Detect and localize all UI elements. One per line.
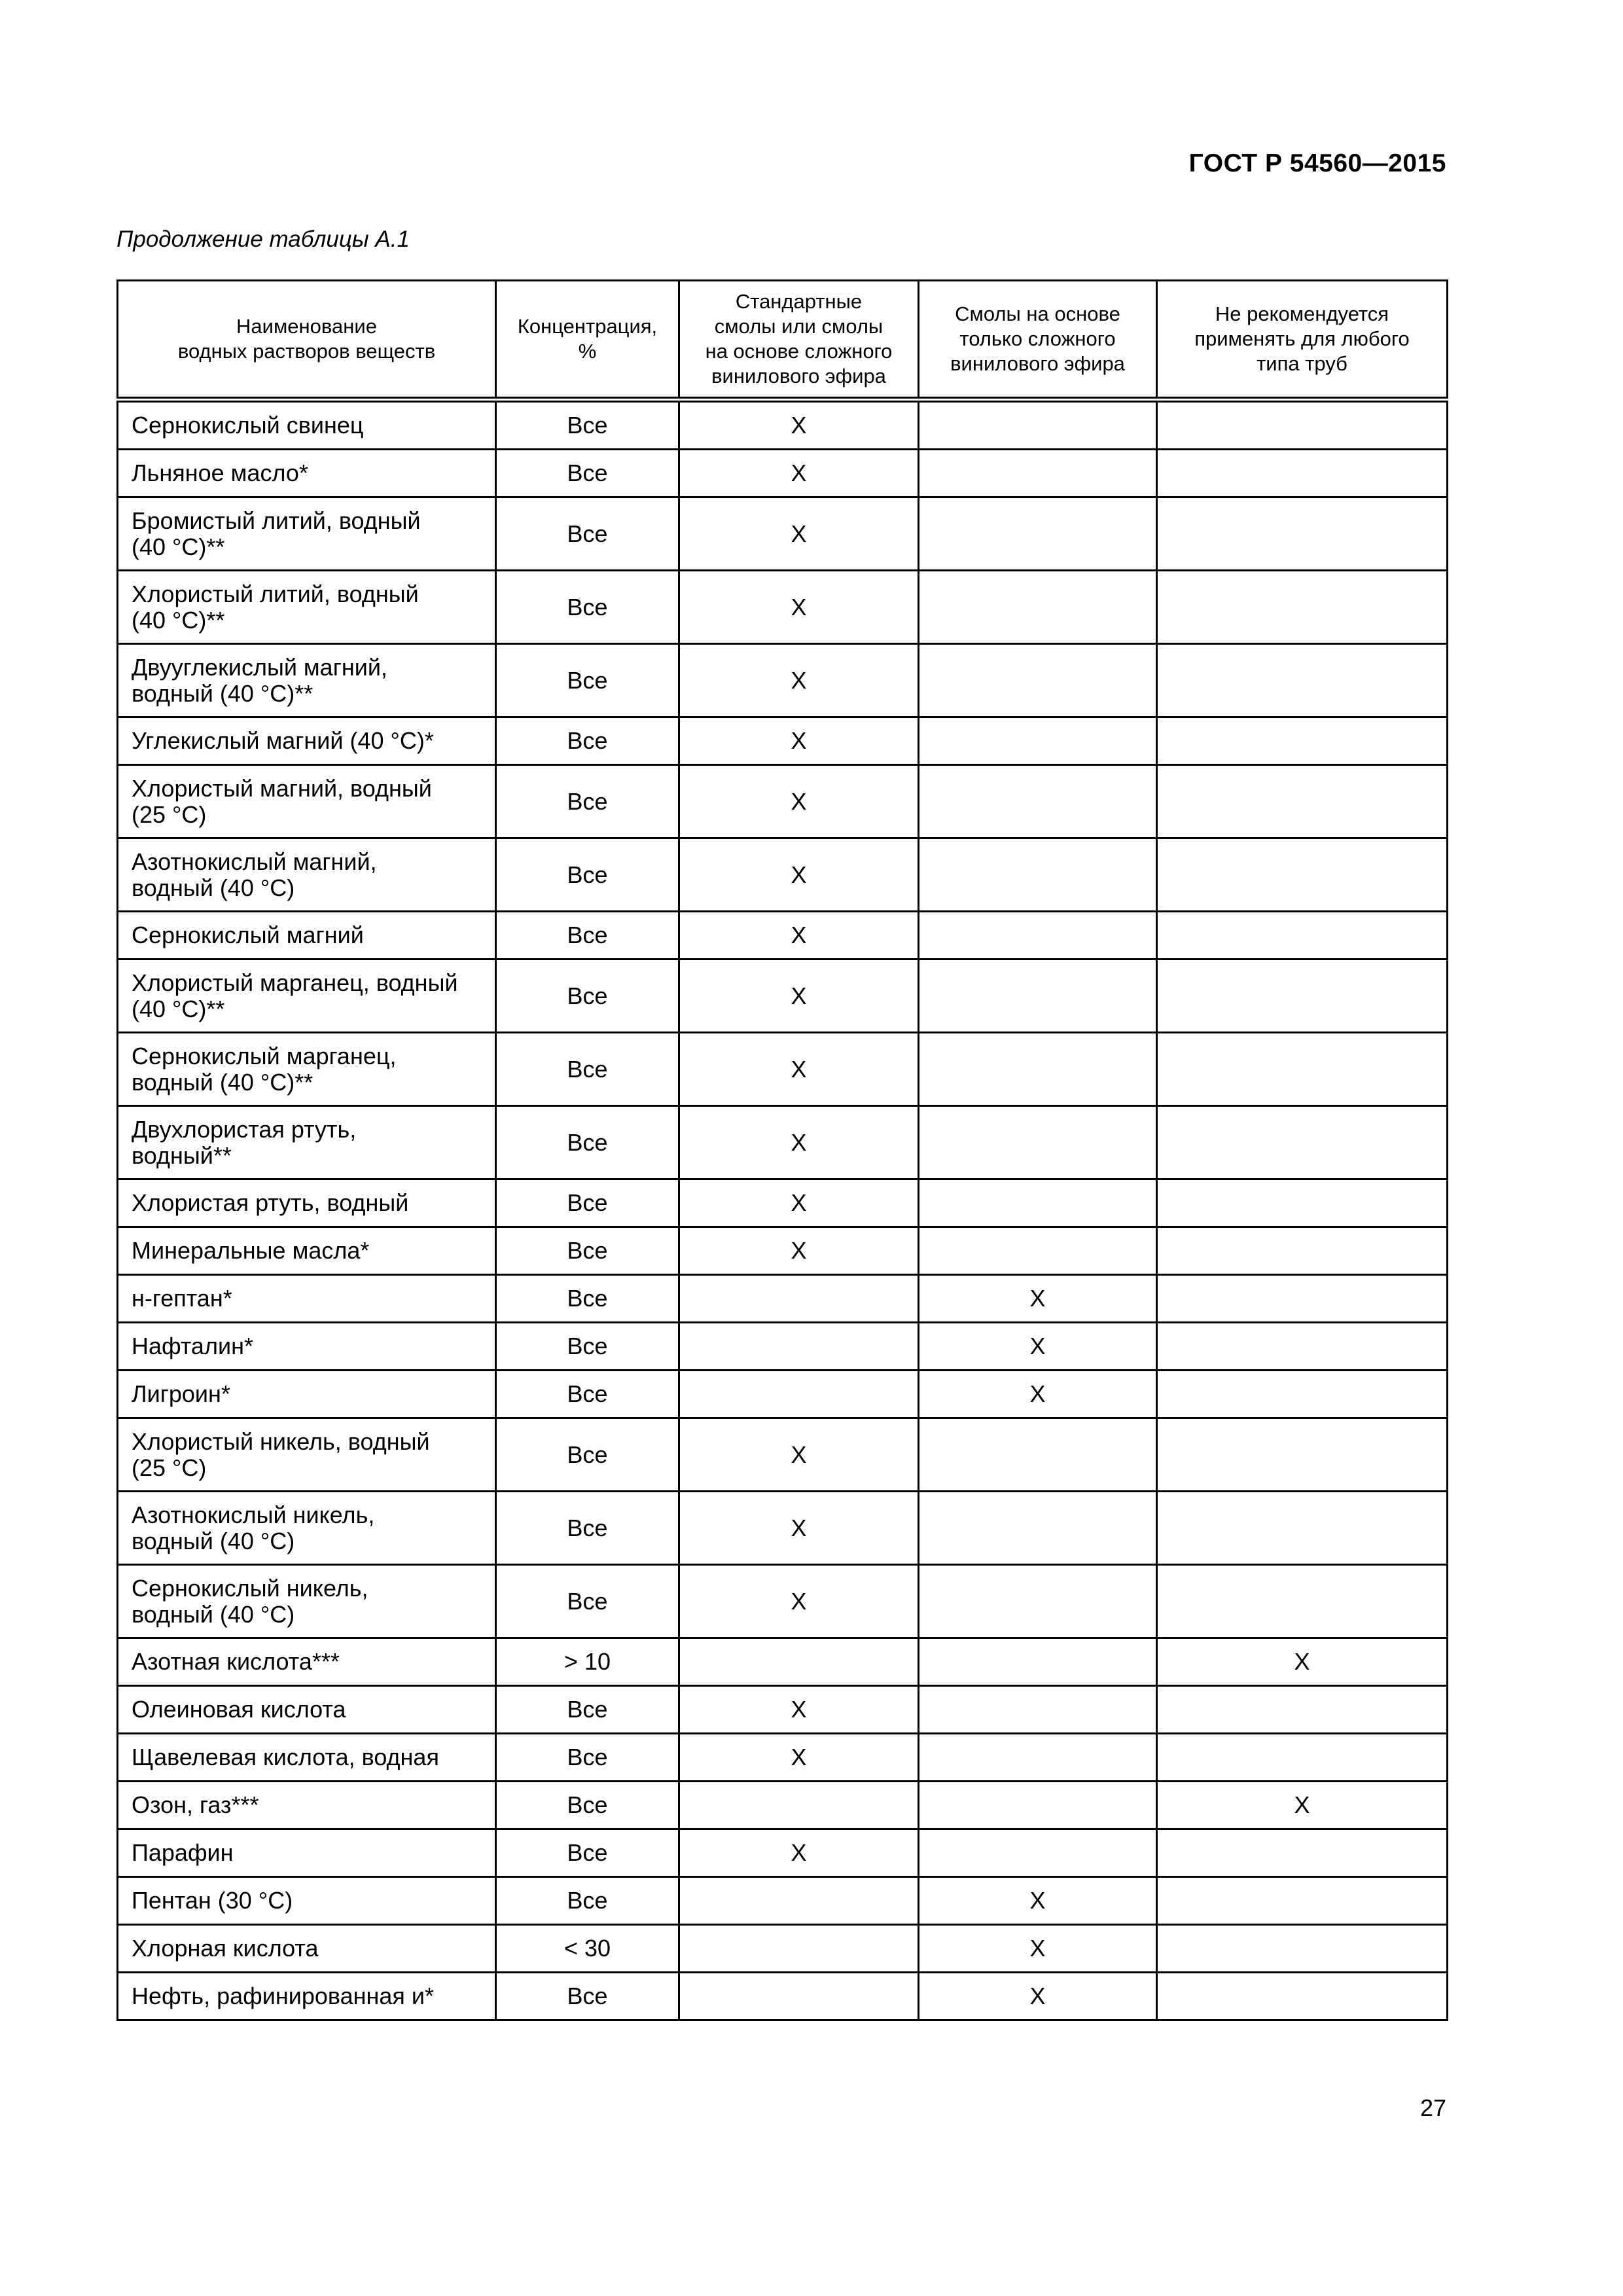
vinyl-ester-cell: X [919, 1925, 1157, 1973]
substance-cell: Двууглекислый магний, водный (40 °С)** [118, 644, 496, 717]
table-row [118, 1033, 1448, 1106]
not-recommended-cell [1157, 1106, 1448, 1179]
not-recommended-cell [1157, 644, 1448, 717]
concentration-cell: Все [496, 1782, 679, 1829]
concentration-cell: Все [496, 1565, 679, 1638]
not-recommended-cell [1157, 1829, 1448, 1877]
table-row [118, 1418, 1448, 1492]
substance-cell: Сернокислый свинец [118, 400, 496, 450]
standard-resin-cell: X [679, 1734, 919, 1782]
substance-cell: Лигроин* [118, 1371, 496, 1418]
table-row [118, 644, 1448, 717]
not-recommended-cell [1157, 571, 1448, 644]
vinyl-ester-cell [919, 1418, 1157, 1492]
concentration-cell: Все [496, 1275, 679, 1323]
standard-resin-cell: X [679, 497, 919, 571]
concentration-cell: Все [496, 1492, 679, 1565]
not-recommended-cell [1157, 450, 1448, 497]
vinyl-ester-cell [919, 400, 1157, 450]
not-recommended-cell [1157, 1925, 1448, 1973]
not-recommended-cell [1157, 838, 1448, 912]
concentration-cell: Все [496, 717, 679, 765]
standard-resin-cell [679, 1323, 919, 1371]
table-row [118, 571, 1448, 644]
table-row [118, 1973, 1448, 2020]
table-row [118, 838, 1448, 912]
table-row [118, 1638, 1448, 1686]
vinyl-ester-cell: X [919, 1275, 1157, 1323]
table-row [118, 717, 1448, 765]
standard-resin-cell: X [679, 1106, 919, 1179]
standard-resin-cell: X [679, 1179, 919, 1227]
vinyl-ester-cell [919, 838, 1157, 912]
substance-cell: Азотнокислый магний, водный (40 °С) [118, 838, 496, 912]
not-recommended-cell [1157, 1492, 1448, 1565]
substance-cell: Азотнокислый никель, водный (40 °С) [118, 1492, 496, 1565]
concentration-cell: Все [496, 1227, 679, 1275]
substance-cell: Озон, газ*** [118, 1782, 496, 1829]
standard-resin-cell: X [679, 1227, 919, 1275]
concentration-cell: Все [496, 1829, 679, 1877]
concentration-cell: Все [496, 1033, 679, 1106]
standard-resin-cell: X [679, 571, 919, 644]
table-row [118, 960, 1448, 1033]
concentration-cell: Все [496, 1371, 679, 1418]
substance-cell: Олеиновая кислота [118, 1686, 496, 1734]
concentration-cell: < 30 [496, 1925, 679, 1973]
vinyl-ester-cell [919, 1033, 1157, 1106]
not-recommended-cell [1157, 400, 1448, 450]
standard-resin-cell: X [679, 765, 919, 838]
not-recommended-cell [1157, 497, 1448, 571]
not-recommended-cell [1157, 1227, 1448, 1275]
concentration-cell: Все [496, 1877, 679, 1925]
not-recommended-cell [1157, 1275, 1448, 1323]
vinyl-ester-cell: X [919, 1973, 1157, 2020]
substance-cell: Минеральные масла* [118, 1227, 496, 1275]
vinyl-ester-cell: X [919, 1323, 1157, 1371]
standard-resin-cell [679, 1638, 919, 1686]
substance-cell: Хлористая ртуть, водный [118, 1179, 496, 1227]
substance-cell: Нафталин* [118, 1323, 496, 1371]
not-recommended-cell [1157, 1418, 1448, 1492]
vinyl-ester-cell [919, 1565, 1157, 1638]
table-row [118, 1782, 1448, 1829]
column-header-standard-resins: Стандартные смолы или смолы на основе сложного винилового эфира [679, 281, 919, 400]
document-code: ГОСТ Р 54560—2015 [1188, 149, 1446, 177]
not-recommended-cell [1157, 1686, 1448, 1734]
vinyl-ester-cell [919, 912, 1157, 960]
substance-cell: Парафин [118, 1829, 496, 1877]
standard-resin-cell: X [679, 1033, 919, 1106]
standard-resin-cell: X [679, 1565, 919, 1638]
table-row [118, 497, 1448, 571]
substance-cell: Хлористый магний, водный (25 °С) [118, 765, 496, 838]
substance-cell: Азотная кислота*** [118, 1638, 496, 1686]
substance-cell: Сернокислый магний [118, 912, 496, 960]
table-row [118, 1179, 1448, 1227]
table-row [118, 1925, 1448, 1973]
not-recommended-cell [1157, 1877, 1448, 1925]
column-header-not-recommended: Не рекомендуется применять для любого типа труб [1157, 281, 1448, 400]
standard-resin-cell [679, 1275, 919, 1323]
standard-resin-cell: X [679, 912, 919, 960]
substance-cell: Углекислый магний (40 °С)* [118, 717, 496, 765]
table-row [118, 1106, 1448, 1179]
standard-resin-cell: X [679, 1492, 919, 1565]
substance-cell: Сернокислый марганец, водный (40 °С)** [118, 1033, 496, 1106]
column-header-vinyl-ester-resins: Смолы на основе только сложного винилового эфира [919, 281, 1157, 400]
vinyl-ester-cell [919, 1179, 1157, 1227]
vinyl-ester-cell [919, 571, 1157, 644]
substance-cell: Двухлористая ртуть, водный** [118, 1106, 496, 1179]
standard-resin-cell [679, 1782, 919, 1829]
concentration-cell: Все [496, 1418, 679, 1492]
table-caption: Продолжение таблицы А.1 [116, 226, 410, 252]
vinyl-ester-cell [919, 717, 1157, 765]
concentration-cell: Все [496, 1734, 679, 1782]
substance-cell: Хлористый литий, водный (40 °С)** [118, 571, 496, 644]
not-recommended-cell [1157, 1734, 1448, 1782]
not-recommended-cell [1157, 1323, 1448, 1371]
page-number: 27 [1419, 2094, 1446, 2121]
concentration-cell: Все [496, 912, 679, 960]
not-recommended-cell: X [1157, 1638, 1448, 1686]
standard-resin-cell: X [679, 717, 919, 765]
substance-cell: Щавелевая кислота, водная [118, 1734, 496, 1782]
table-row [118, 450, 1448, 497]
concentration-cell: Все [496, 644, 679, 717]
concentration-cell: Все [496, 1973, 679, 2020]
vinyl-ester-cell: X [919, 1877, 1157, 1925]
table-row [118, 1323, 1448, 1371]
not-recommended-cell [1157, 1179, 1448, 1227]
concentration-cell: Все [496, 838, 679, 912]
substance-cell: Хлористый марганец, водный (40 °С)** [118, 960, 496, 1033]
not-recommended-cell [1157, 1033, 1448, 1106]
table-row [118, 400, 1448, 450]
vinyl-ester-cell [919, 1782, 1157, 1829]
table-row [118, 1275, 1448, 1323]
vinyl-ester-cell [919, 1734, 1157, 1782]
table-row [118, 765, 1448, 838]
vinyl-ester-cell [919, 765, 1157, 838]
substance-cell: Нефть, рафинированная и* [118, 1973, 496, 2020]
table-row [118, 1877, 1448, 1925]
not-recommended-cell [1157, 960, 1448, 1033]
substance-cell: Хлористый никель, водный (25 °С) [118, 1418, 496, 1492]
resistance-table [116, 279, 1448, 2021]
concentration-cell: Все [496, 1686, 679, 1734]
concentration-cell: Все [496, 1323, 679, 1371]
substance-cell: н-гептан* [118, 1275, 496, 1323]
standard-resin-cell: X [679, 644, 919, 717]
substance-cell: Льняное масло* [118, 450, 496, 497]
standard-resin-cell [679, 1371, 919, 1418]
concentration-cell: Все [496, 400, 679, 450]
table-row [118, 1734, 1448, 1782]
vinyl-ester-cell [919, 1686, 1157, 1734]
column-header-name: Наименование водных растворов веществ [118, 281, 496, 400]
concentration-cell: Все [496, 497, 679, 571]
vinyl-ester-cell [919, 1227, 1157, 1275]
not-recommended-cell [1157, 765, 1448, 838]
table-row [118, 1829, 1448, 1877]
concentration-cell: > 10 [496, 1638, 679, 1686]
column-header-concentration: Концентрация, % [496, 281, 679, 400]
table-row [118, 1565, 1448, 1638]
concentration-cell: Все [496, 1106, 679, 1179]
vinyl-ester-cell [919, 644, 1157, 717]
standard-resin-cell: X [679, 1686, 919, 1734]
standard-resin-cell [679, 1973, 919, 2020]
not-recommended-cell [1157, 1565, 1448, 1638]
not-recommended-cell [1157, 1973, 1448, 2020]
concentration-cell: Все [496, 450, 679, 497]
standard-resin-cell: X [679, 838, 919, 912]
table-row [118, 1492, 1448, 1565]
concentration-cell: Все [496, 765, 679, 838]
standard-resin-cell: X [679, 960, 919, 1033]
vinyl-ester-cell: X [919, 1371, 1157, 1418]
substance-cell: Пентан (30 °С) [118, 1877, 496, 1925]
vinyl-ester-cell [919, 497, 1157, 571]
concentration-cell: Все [496, 1179, 679, 1227]
substance-cell: Хлорная кислота [118, 1925, 496, 1973]
table-row [118, 1371, 1448, 1418]
not-recommended-cell [1157, 912, 1448, 960]
standard-resin-cell [679, 1877, 919, 1925]
table-row [118, 1686, 1448, 1734]
vinyl-ester-cell [919, 1829, 1157, 1877]
table-row [118, 1227, 1448, 1275]
standard-resin-cell [679, 1925, 919, 1973]
table-header-row [118, 281, 1448, 400]
vinyl-ester-cell [919, 960, 1157, 1033]
standard-resin-cell: X [679, 1829, 919, 1877]
concentration-cell: Все [496, 571, 679, 644]
vinyl-ester-cell [919, 1492, 1157, 1565]
standard-resin-cell: X [679, 450, 919, 497]
standard-resin-cell: X [679, 400, 919, 450]
not-recommended-cell [1157, 717, 1448, 765]
vinyl-ester-cell [919, 450, 1157, 497]
substance-cell: Бромистый литий, водный (40 °С)** [118, 497, 496, 571]
vinyl-ester-cell [919, 1638, 1157, 1686]
not-recommended-cell: X [1157, 1782, 1448, 1829]
substance-cell: Сернокислый никель, водный (40 °С) [118, 1565, 496, 1638]
table-row [118, 912, 1448, 960]
not-recommended-cell [1157, 1371, 1448, 1418]
vinyl-ester-cell [919, 1106, 1157, 1179]
standard-resin-cell: X [679, 1418, 919, 1492]
concentration-cell: Все [496, 960, 679, 1033]
